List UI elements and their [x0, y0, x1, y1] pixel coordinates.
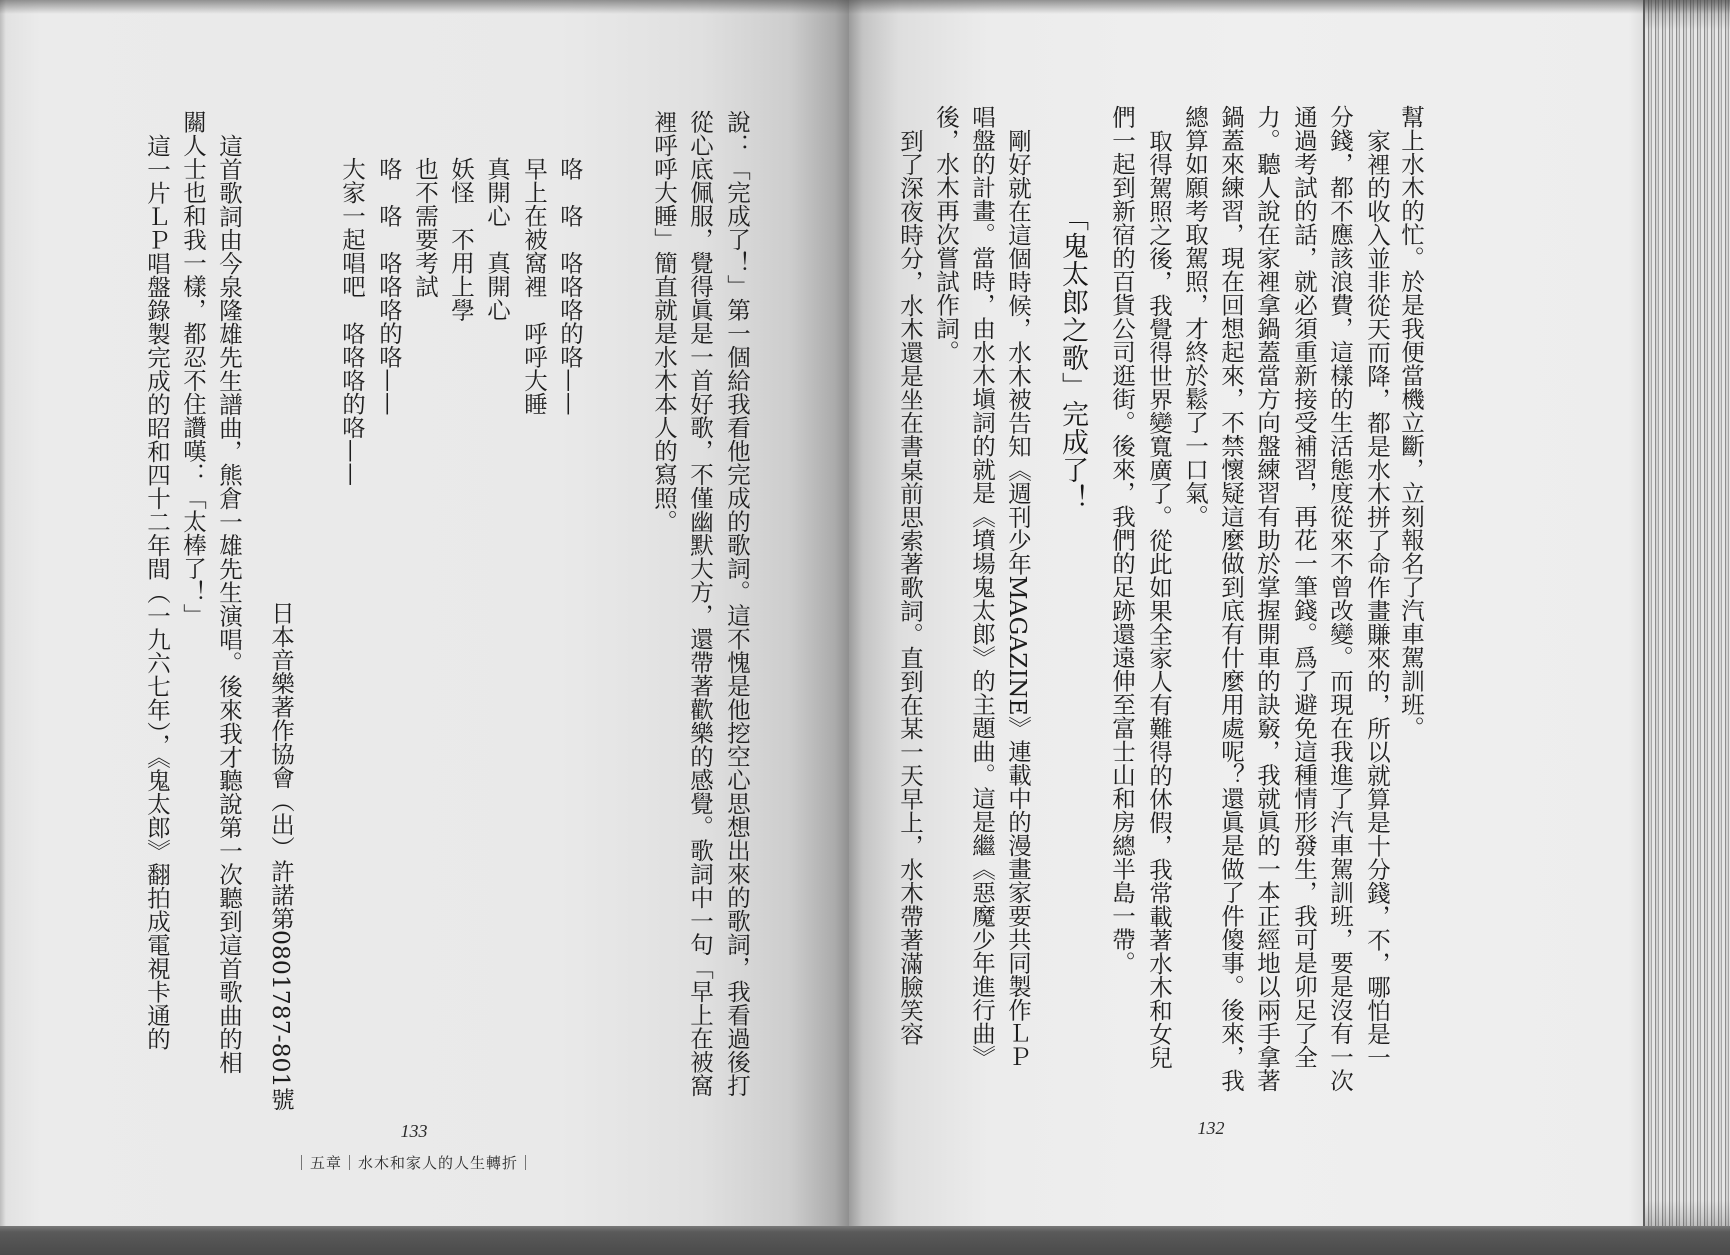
- right-page-column: 到了深夜時分，水木還是坐在書桌前思索著歌詞。直到在某一天早上，水木帶著滿臉笑容: [896, 128, 924, 1045]
- right-page-column: 家裡的收入並非從天而降，都是水木拼了命作畫賺來的，所以就算是十分錢，不，哪怕是一: [1363, 128, 1391, 1069]
- lyric-line: 真開心 真開心: [483, 157, 511, 322]
- left-page-column: 從心底佩服，覺得眞是一首好歌，不僅幽默大方，還帶著歡樂的感覺。歌詞中一句「早上在被窩: [686, 110, 714, 1097]
- page-stack: [1645, 0, 1730, 1240]
- right-page-column: 們一起到新宿的百貨公司逛街。後來，我們的足跡還遠伸至富士山和房總半島一帶。: [1108, 105, 1136, 975]
- left-page-column: 說：「完成了！」第一個給我看他完成的歌詞。這不愧是他挖空心思想出來的歌詞，我看過後打: [723, 110, 751, 1097]
- left-page-column: 這一片ＬＰ唱盤錄製完成的昭和四十二年間（一九六七年），《鬼太郎》翻拍成電視卡通的: [143, 133, 171, 1050]
- right-page-column: 分錢，都不應該浪費，這樣的生活態度從來不曾改變。而現在我進了汽車駕訓班，要是沒有一次: [1326, 105, 1354, 1092]
- left-page-column: 這首歌詞由今泉隆雄先生譜曲，熊倉一雄先生演唱。後來我才聽說第一次聽到這首歌曲的相: [215, 133, 243, 1074]
- page-number-right: 132: [1197, 1118, 1225, 1138]
- right-page-column: 鍋蓋來練習，現在回想起來，不禁懷疑這麼做到底有什麼用處呢？還眞是做了件傻事。後來，我: [1217, 105, 1245, 1092]
- lyric-line: 大家一起唱吧 咯咯咯的咯——: [338, 157, 366, 486]
- bottom-scan-edge: [0, 1226, 1730, 1255]
- right-page-column: 取得駕照之後，我覺得世界變寬廣了。從此如果全家人有難得的休假，我常載著水木和女兒: [1145, 128, 1173, 1069]
- right-page-column: 通過考試的話，就必須重新接受補習，再花一筆錢。爲了避免這種情形發生，我可是卯足了全: [1290, 105, 1318, 1069]
- right-page-column: 剛好就在這個時候，水木被告知《週刊少年MAGAZINE》連載中的漫畫家要共同製作ＬＰ: [1004, 128, 1032, 1068]
- page-number-left: 133: [400, 1121, 428, 1141]
- running-footer: ｜五章｜水木和家人的人生轉折｜: [293, 1154, 534, 1172]
- top-scan-shadow: [0, 0, 1730, 14]
- right-page-column: 力。聽人說在家裡拿鍋蓋當方向盤練習有助於掌握開車的訣竅，我就眞的一本正經地以兩手拿著: [1253, 105, 1281, 1092]
- left-page-column: 裡呼呼大睡」簡直就是水木本人的寫照。: [650, 110, 678, 533]
- right-page-column: 幫上水木的忙。於是我便當機立斷，立刻報名了汽車駕訓班。: [1397, 105, 1425, 740]
- copyright-note: 日本音樂著作協會（出）許諾第0801787-801號: [267, 601, 295, 1111]
- section-heading: 「鬼太郎之歌」完成了！: [1057, 204, 1088, 512]
- right-page-column: 唱盤的計畫。當時，由水木塡詞的就是《墳場鬼太郎》的主題曲。這是繼《惡魔少年進行曲》: [968, 105, 996, 1069]
- lyric-line: 咯 咯 咯咯咯的咯——: [375, 157, 403, 416]
- right-page-column: 總算如願考取駕照，才終於鬆了一口氣。: [1181, 105, 1209, 528]
- left-page-column: 關人士也和我一樣，都忍不住讚嘆：「太棒了！」: [179, 110, 207, 627]
- lyric-line: 早上在被窩裡 呼呼大睡: [520, 157, 548, 416]
- lyric-line: 妖怪 不用上學: [447, 157, 475, 322]
- right-page-column: 後，水木再次嘗試作詞。: [932, 105, 960, 364]
- lyric-line: 也不需要考試: [411, 157, 439, 298]
- lyric-line: 咯 咯 咯咯咯的咯——: [556, 157, 584, 416]
